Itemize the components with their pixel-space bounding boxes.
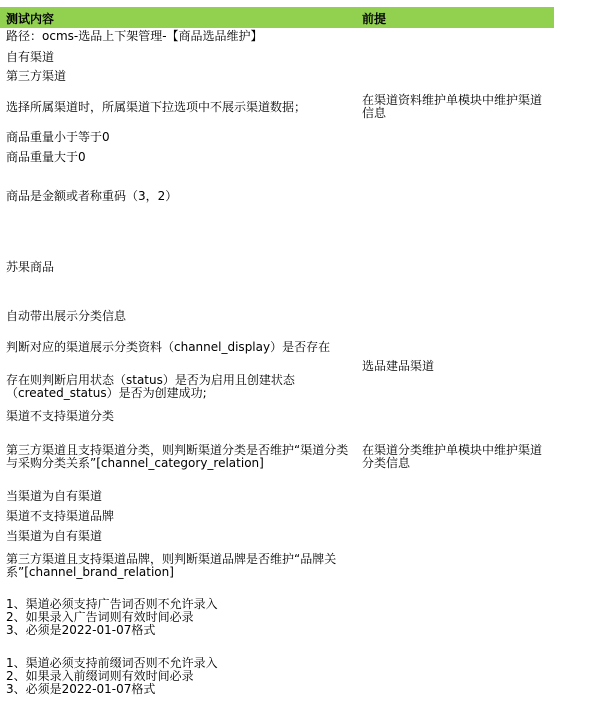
- cell-category-relation: 第三方渠道且支持渠道分类，则判断渠道分类是否维护“渠道分类与采购分类关系”[channel_category_relation]: [6, 443, 349, 470]
- table-header: [0, 7, 554, 28]
- cell-status-check: 存在则判断启用状态（status）是否为启用且创建状态（created_status）是否为创建成功;: [6, 373, 295, 400]
- cell-prefix-words: 1、渠道必须支持前缀词否则不允许录入 2、如果录入前缀词则有效时间必录 3、必须是2022-01-07格式: [6, 656, 218, 696]
- cell-path: 路径：ocms-选品上下架管理-【商品选品维护】: [6, 29, 263, 43]
- cell-channel-dropdown: 选择所属渠道时，所属渠道下拉选项中不展示渠道数据；: [6, 100, 307, 114]
- header-test-content: 测试内容: [6, 12, 55, 26]
- cell-channel-prerequisite: 在渠道资料维护单模块中维护渠道信息: [362, 93, 543, 120]
- cell-ad-words: 1、渠道必须支持广告词否则不允许录入 2、如果录入广告词则有效时间必录 3、必须是2022-01-07格式: [6, 597, 218, 637]
- cell-own-channel-3: 当渠道为自有渠道: [6, 529, 103, 543]
- cell-third-party-channel: 第三方渠道: [6, 69, 67, 83]
- cell-own-channel-2: 当渠道为自有渠道: [6, 489, 103, 503]
- header-prerequisite: 前提: [362, 12, 387, 26]
- cell-category-prerequisite: 在渠道分类维护单模块中维护渠道分类信息: [362, 443, 543, 470]
- cell-auto-category: 自动带出展示分类信息: [6, 309, 127, 323]
- cell-no-channel-brand: 渠道不支持渠道品牌: [6, 509, 115, 523]
- cell-amount-code: 商品是金额或者称重码（3，2）: [6, 189, 178, 203]
- cell-suguo-goods: 苏果商品: [6, 260, 55, 274]
- cell-own-channel: 自有渠道: [6, 50, 55, 64]
- cell-channel-display: 判断对应的渠道展示分类资料（channel_display）是否存在: [6, 340, 331, 354]
- cell-no-channel-category: 渠道不支持渠道分类: [6, 409, 115, 423]
- cell-brand-relation: 第三方渠道且支持渠道品牌，则判断渠道品牌是否维护“品牌关系”[channel_brand_relation]: [6, 552, 337, 579]
- cell-weight-le-zero: 商品重量小于等于0: [6, 130, 110, 144]
- cell-build-channel: 选品建品渠道: [362, 359, 435, 373]
- cell-weight-gt-zero: 商品重量大于0: [6, 150, 86, 164]
